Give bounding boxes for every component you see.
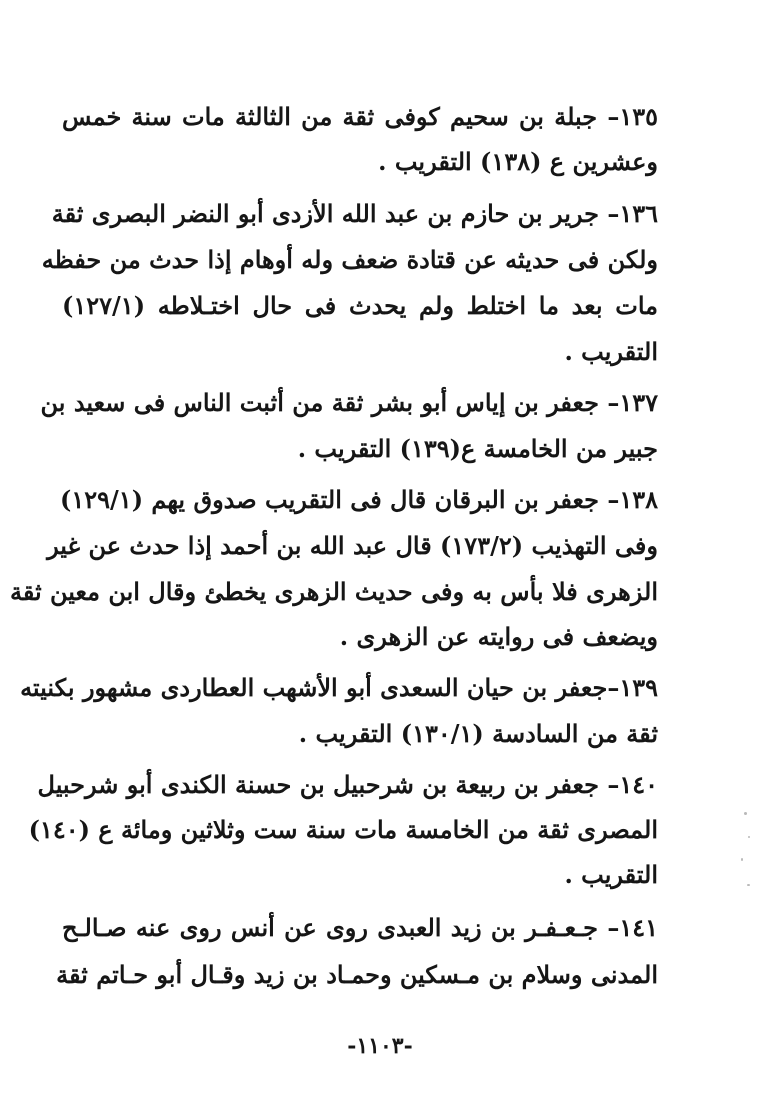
entry-139-line-2: ثقة من السادسة (١٣٠/١) التقريب . [298, 719, 658, 748]
page-number: -١١٠٣- [347, 1033, 413, 1059]
entry-137-line-2: جبير من الخامسة ع(١٣٩) التقريب . [297, 434, 658, 463]
entry-138-line-3: الزهرى فلا بأس به وفى حديث الزهرى يخطئ وقال ابن معين ثقة [9, 577, 658, 606]
scan-speck [748, 836, 750, 838]
entry-139-line-1: ١٣٩–جعفر بن حيان السعدى أبو الأشهب العطاردى مشهور بكنيته [20, 673, 658, 702]
entry-136-line-1: ١٣٦– جرير بن حازم بن عبد الله الأزدى أبو النضر البصرى ثقة [51, 199, 658, 228]
entry-136-line-4: التقريب . [564, 337, 658, 366]
entry-135-line-1: ١٣٥– جبلة بن سحيم كوفى ثقة من الثالثة مات سنة خمس [62, 102, 658, 131]
entry-137-line-1: ١٣٧– جعفر بن إياس أبو بشر ثقة من أثبت الناس فى سعيد بن [40, 388, 658, 417]
entry-141-line-2: المدنى وسلام بن مـسكين وحمـاد بن زيد وقـال أبو حـاتم ثقة [56, 960, 658, 989]
scan-speck [744, 812, 747, 815]
entry-136-line-3: مات بعد ما اختلط ولم يحدث فى حال اختـلاطه (١٢٧/١) [62, 291, 658, 320]
entry-138-line-2: وفى التهذيب (١٧٣/٢) قال عبد الله بن أحمد إذا حدث عن غير [47, 531, 658, 560]
entry-135-line-2: وعشرين ع (١٣٨) التقريب . [378, 147, 658, 176]
scan-speck [747, 884, 750, 886]
entry-136-line-2: ولكن فى حديثه عن قتادة ضعف وله أوهام إذا حدث من حفظه [41, 245, 658, 274]
scan-speck [741, 858, 743, 861]
entry-138-line-1: ١٣٨– جعفر بن البرقان قال فى التقريب صدوق يهم (١٢٩/١) [60, 485, 658, 514]
entry-140-line-1: ١٤٠– جعفر بن ربيعة بن شرحبيل بن حسنة الكندى أبو شرحبيل [37, 770, 658, 799]
entry-140-line-3: التقريب . [564, 860, 658, 889]
entry-140-line-2: المصرى ثقة من الخامسة مات سنة ست وثلاثين ومائة ع (١٤٠) [28, 815, 658, 844]
entry-138-line-4: ويضعف فى روايته عن الزهرى . [339, 622, 658, 651]
entry-141-line-1: ١٤١– جـعـفـر بن زيد العبدى روى عن أنس روى عنه صـالـح [62, 913, 658, 942]
